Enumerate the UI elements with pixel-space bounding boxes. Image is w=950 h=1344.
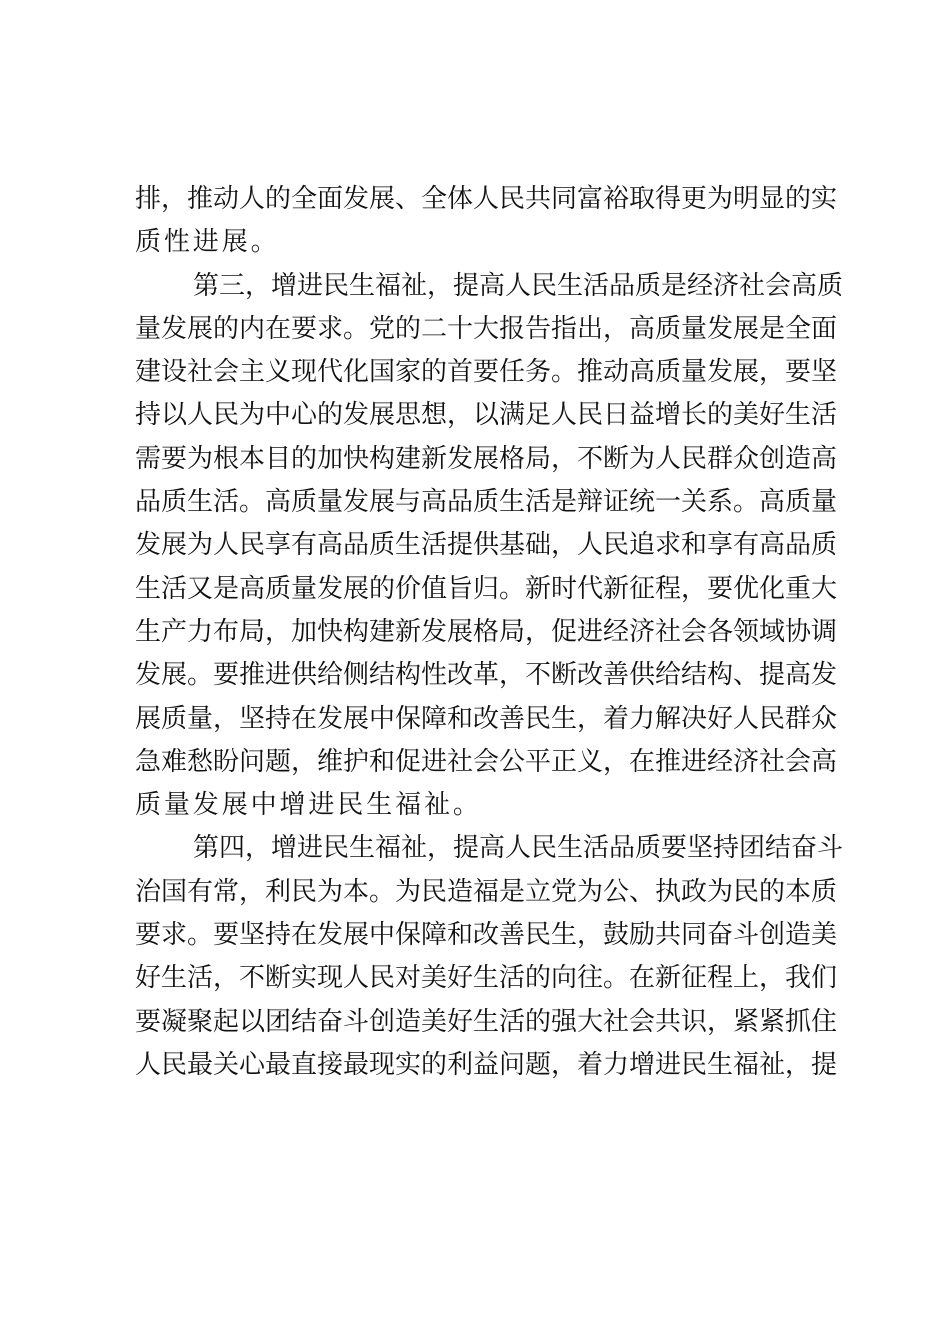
text-line: 第四，增进民生福祉，提高人民生活品质要坚持团结奋斗 — [193, 833, 844, 864]
text-line: 持以人民为中心的发展思想，以满足人民日益增长的美好生活 — [135, 400, 838, 431]
text-line: 生活又是高质量发展的价值旨归。新时代新征程，要优化重大 — [135, 573, 838, 604]
text-line: 发展。要推进供给侧结构性改革，不断改善供给结构、提高发 — [135, 660, 838, 691]
text-line: 治国有常，利民为本。为民造福是立党为公、执政为民的本质 — [135, 876, 838, 907]
text-line: 需要为根本目的加快构建新发展格局，不断为人民群众创造高 — [135, 443, 838, 474]
text-line: 人民最关心最直接最现实的利益问题，着力增进民生福祉，提 — [135, 1049, 838, 1080]
text-line: 要凝聚起以团结奋斗创造美好生活的强大社会共识，紧紧抓住 — [135, 1006, 838, 1037]
text-line: 急难愁盼问题，维护和促进社会公平正义，在推进经济社会高 — [135, 746, 838, 777]
text-line: 生产力布局，加快构建新发展格局，促进经济社会各领域协调 — [135, 616, 838, 647]
text-line: 第三，增进民生福祉，提高人民生活品质是经济社会高质 — [193, 270, 844, 301]
paragraph-fourth-point — [135, 827, 844, 1087]
text-line: 质量发展中增进民生福祉。 — [135, 790, 482, 821]
paragraph-third-point — [135, 265, 844, 828]
text-line: 展质量，坚持在发展中保障和改善民生，着力解决好人民群众 — [135, 703, 838, 734]
text-line: 品质生活。高质量发展与高品质生活是辩证统一关系。高质量 — [135, 487, 838, 518]
text-line: 量发展的内在要求。党的二十大报告指出，高质量发展是全面 — [135, 313, 838, 344]
text-line: 要求。要坚持在发展中保障和改善民生，鼓励共同奋斗创造美 — [135, 920, 838, 951]
text-line: 好生活，不断实现人民对美好生活的向往。在新征程上，我们 — [135, 963, 838, 994]
text-line: 建设社会主义现代化国家的首要任务。推动高质量发展，要坚 — [135, 357, 838, 388]
text-line: 质性进展。 — [135, 227, 280, 258]
paragraph-continuation — [135, 178, 838, 265]
text-line: 发展为人民享有高品质生活提供基础，人民追求和享有高品质 — [135, 530, 838, 561]
document-page — [135, 178, 844, 1087]
text-line: 排，推动人的全面发展、全体人民共同富裕取得更为明显的实 — [135, 184, 838, 214]
